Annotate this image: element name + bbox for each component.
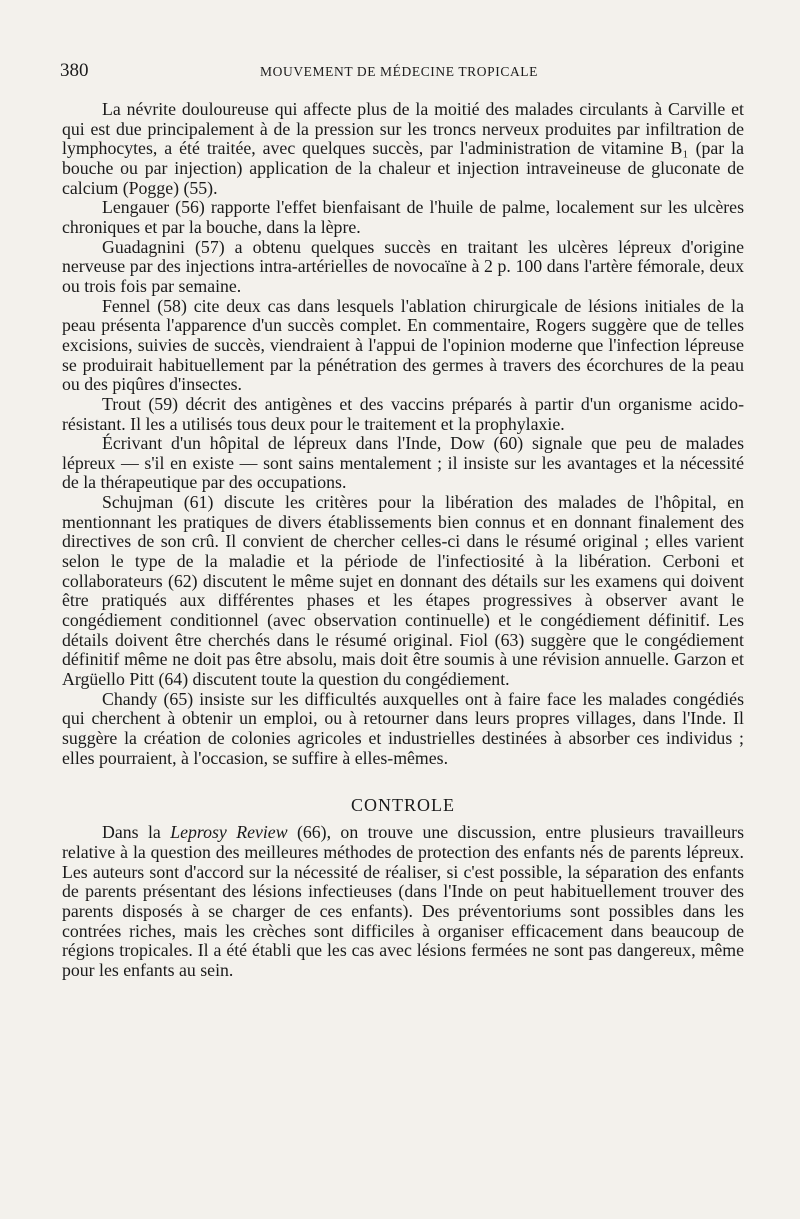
paragraph-schujman: Schujman (61) discute les critères pour la libération des malades de l'hôpital, en mentionnant les pratiques de divers établissements bien connus et en donnant finalement des directives de son crû. Il convient de chercher celles-ci dans le résumé original ; elles varient selon le type de la maladie et la période de l'infectiosité à la libération. Cerboni et collaborateurs (62) discutent le même sujet en donnant des détails sur les examens qui doivent être pratiqués aux différentes phases et les étapes progressives à observer avant le congédiement conditionnel (avec observation continuelle) et le congédiement définitif. Les détails doivent être cherchés dans le résumé original. Fiol (63) suggère que le congédiement définitif même ne doit pas être absolu, mais doit être soumis à une révision annuelle. Garzon et Argüello Pitt (64) discutent toute la question du congédiement. [62,492,744,690]
paragraph-dow: Écrivant d'un hôpital de lépreux dans l'Inde, Dow (60) signale que peu de malades lépreux — s'il en existe — sont sains mentalement ; il insiste sur les avantages et la nécessité de la thérapeutique par des occupations. [62,433,744,493]
section-heading: CONTROLE [351,795,455,816]
controle-text: (66), on trouve une discussion, entre plusieurs travailleurs relative à la question des meilleures méthodes de protection des enfants nés de parents lépreux. Les auteurs sont d'accord sur la nécessité de réaliser, si c'est possible, la séparation des enfants de parents présentant des lésions infectieuses (dans l'Inde on peut habituellement trouver des parents disposés à se charger de ces enfants). Des préventoriums sont possibles dans les contrées riches, mais les crèches sont difficiles à organiser efficacement dans beaucoup de régions tropicales. Il a été établi que les cas avec lésions fermées ne sont pas dangereux, même pour les enfants au sein. [62,822,744,980]
main-text [62,100,744,981]
paragraph-controle [62,823,744,980]
paragraph-neuritis: La névrite douloureuse qui affecte plus de la moitié des malades circulants à Carville et qui est due principalement à de la pression sur les troncs nerveux produites par infiltration de lymphocytes, a été traitée, avec quelques succès, par l'administration de vitamine B₁ (par la bouche ou par injection) application de la chaleur et injection intraveineuse de gluconate de calcium (Pogge) (55). [62,99,744,198]
intro-text: Dans la [102,822,171,843]
page-header [60,60,738,86]
journal-title: Leprosy Review [170,822,288,843]
page-number: 380 [60,60,89,81]
paragraph-fennel: Fennel (58) cite deux cas dans lesquels l'ablation chirurgicale de lésions initiales de la peau présenta l'apparence d'un succès complet. En commentaire, Rogers suggère que de telles excisions, suivies de succès, viendraient à l'appui de l'opinion moderne que l'infection lépreuse se produirait habituellement par la pénétration des germes à travers des écorchures de la peau ou des piqûres d'insectes. [62,295,744,395]
paragraph-trout: Trout (59) décrit des antigènes et des vaccins préparés à partir d'un organisme acido-résistant. Il les a utilisés tous deux pour le traitement et la prophylaxie. [62,393,744,434]
paragraph-guadagnini: Guadagnini (57) a obtenu quelques succès en traitant les ulcères lépreux d'origine nerveuse par des injections intra-artérielles de novocaïne à 2 p. 100 dans l'artère fémorale, deux ou trois fois par semaine. [62,236,744,296]
running-title: MOUVEMENT DE MÉDECINE TROPICALE [260,64,538,79]
paragraph-chandy: Chandy (65) insiste sur les difficultés auxquelles ont à faire face les malades congédiés qui cherchent à obtenir un emploi, ou à retourner dans leurs propres villages, dans l'Inde. Il suggère la création de colonies agricoles et industrielles destinées à absorber ces individus ; elles pourraient, à l'occasion, se suffire à elles-mêmes. [62,688,744,768]
paragraph-lengauer: Lengauer (56) rapporte l'effet bienfaisant de l'huile de palme, localement sur les ulcères chroniques et par la bouche, dans la lèpre. [62,197,744,237]
